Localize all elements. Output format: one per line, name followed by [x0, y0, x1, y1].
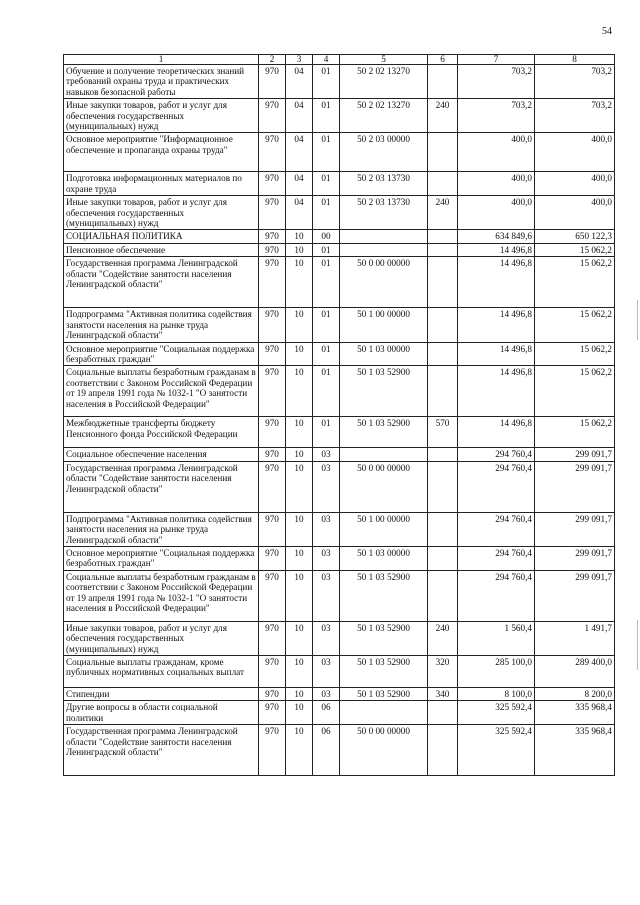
subsection-code: 03 — [313, 621, 340, 655]
amount-year-1: 294 760,4 — [458, 570, 535, 621]
ministry-code: 970 — [259, 65, 286, 99]
row-name: Иные закупки товаров, работ и услуг для обеспечения государственных (муниципальных) нужд — [64, 99, 259, 133]
amount-year-1: 294 760,4 — [458, 461, 535, 512]
section-code: 10 — [286, 230, 313, 243]
target-article-code: 50 1 03 52900 — [340, 655, 428, 687]
amount-year-2: 400,0 — [535, 133, 615, 172]
section-code: 04 — [286, 65, 313, 99]
target-article-code: 50 1 03 52900 — [340, 687, 428, 700]
section-code: 10 — [286, 546, 313, 570]
amount-year-2: 703,2 — [535, 65, 615, 99]
amount-year-1: 634 849,6 — [458, 230, 535, 243]
section-code: 10 — [286, 655, 313, 687]
subsection-code: 03 — [313, 448, 340, 461]
section-code: 04 — [286, 133, 313, 172]
target-article-code: 50 0 00 00000 — [340, 725, 428, 776]
amount-year-1: 14 496,8 — [458, 308, 535, 342]
subsection-code: 00 — [313, 230, 340, 243]
budget-table — [63, 54, 615, 776]
section-code: 10 — [286, 417, 313, 448]
section-code: 10 — [286, 243, 313, 256]
subsection-code: 03 — [313, 655, 340, 687]
amount-year-1: 703,2 — [458, 65, 535, 99]
expense-type-code: 320 — [428, 655, 458, 687]
target-article-code: 50 1 03 00000 — [340, 342, 428, 366]
ministry-code: 970 — [259, 417, 286, 448]
amount-year-2: 289 400,0 — [535, 655, 615, 687]
section-code: 10 — [286, 570, 313, 621]
ministry-code: 970 — [259, 687, 286, 700]
row-name: Подпрограмма "Активная политика содействия занятости населения на рынке труда Ленинградской области" — [64, 308, 259, 342]
row-name: Государственная программа Ленинградской области "Содействие занятости населения Ленинградской области" — [64, 461, 259, 512]
ministry-code: 970 — [259, 133, 286, 172]
subsection-code: 06 — [313, 725, 340, 776]
table-row — [64, 461, 615, 512]
subsection-code: 01 — [313, 172, 340, 196]
table-row — [64, 366, 615, 417]
amount-year-2: 299 091,7 — [535, 546, 615, 570]
amount-year-2: 335 968,4 — [535, 725, 615, 776]
target-article-code: 50 1 03 52900 — [340, 366, 428, 417]
subsection-code: 03 — [313, 570, 340, 621]
section-code: 10 — [286, 308, 313, 342]
ministry-code: 970 — [259, 448, 286, 461]
target-article-code: 50 2 02 13270 — [340, 65, 428, 99]
expense-type-code: 240 — [428, 621, 458, 655]
expense-type-code: 240 — [428, 99, 458, 133]
section-code: 10 — [286, 725, 313, 776]
table-row — [64, 230, 615, 243]
row-name: СОЦИАЛЬНАЯ ПОЛИТИКА — [64, 230, 259, 243]
section-code: 10 — [286, 621, 313, 655]
subsection-code: 01 — [313, 196, 340, 230]
table-row — [64, 621, 615, 655]
row-name: Подпрограмма "Активная политика содействия занятости населения на рынке труда Ленинградской области" — [64, 512, 259, 546]
subsection-code: 01 — [313, 65, 340, 99]
ministry-code: 970 — [259, 725, 286, 776]
amount-year-1: 703,2 — [458, 99, 535, 133]
row-name: Другие вопросы в области социальной политики — [64, 701, 259, 725]
table-row — [64, 512, 615, 546]
ministry-code: 970 — [259, 655, 286, 687]
expense-type-code — [428, 546, 458, 570]
target-article-code: 50 2 03 00000 — [340, 133, 428, 172]
amount-year-2: 15 062,2 — [535, 243, 615, 256]
ministry-code: 970 — [259, 257, 286, 308]
target-article-code: 50 2 03 13730 — [340, 172, 428, 196]
table-row — [64, 99, 615, 133]
amount-year-2: 400,0 — [535, 172, 615, 196]
row-name: Государственная программа Ленинградской области "Содействие занятости населения Ленинградской области" — [64, 725, 259, 776]
table-row — [64, 243, 615, 256]
table-row — [64, 417, 615, 448]
row-name: Обучение и получение теоретических знаний требований охраны труда и практических навыков безопасной работы — [64, 65, 259, 99]
table-row — [64, 725, 615, 776]
ministry-code: 970 — [259, 243, 286, 256]
amount-year-2: 400,0 — [535, 196, 615, 230]
row-name: Государственная программа Ленинградской области "Содействие занятости населения Ленинградской области" — [64, 257, 259, 308]
amount-year-2: 335 968,4 — [535, 701, 615, 725]
row-name: Основное мероприятие "Социальная поддержка безработных граждан" — [64, 342, 259, 366]
subsection-code: 03 — [313, 512, 340, 546]
scan-edge-mark — [637, 300, 638, 340]
amount-year-2: 299 091,7 — [535, 512, 615, 546]
target-article-code: 50 2 02 13270 — [340, 99, 428, 133]
table-header-row — [64, 55, 615, 65]
section-code: 10 — [286, 448, 313, 461]
ministry-code: 970 — [259, 342, 286, 366]
ministry-code: 970 — [259, 99, 286, 133]
row-name: Межбюджетные трансферты бюджету Пенсионного фонда Российской Федерации — [64, 417, 259, 448]
target-article-code: 50 1 03 52900 — [340, 417, 428, 448]
section-code: 10 — [286, 342, 313, 366]
row-name: Социальные выплаты безработным гражданам в соответствии с Законом Российской Федерации от 19 апреля 1991 года № 1032-1 "О занятости населения в Российской Федерации" — [64, 366, 259, 417]
ministry-code: 970 — [259, 461, 286, 512]
amount-year-2: 1 491,7 — [535, 621, 615, 655]
amount-year-1: 400,0 — [458, 172, 535, 196]
ministry-code: 970 — [259, 172, 286, 196]
amount-year-1: 400,0 — [458, 133, 535, 172]
row-name: Социальные выплаты безработным гражданам в соответствии с Законом Российской Федерации от 19 апреля 1991 года № 1032-1 "О занятости населения в Российской Федерации" — [64, 570, 259, 621]
ministry-code: 970 — [259, 196, 286, 230]
expense-type-code — [428, 65, 458, 99]
amount-year-1: 14 496,8 — [458, 366, 535, 417]
table-row — [64, 257, 615, 308]
expense-type-code: 240 — [428, 196, 458, 230]
column-header: 7 — [458, 55, 535, 65]
amount-year-1: 285 100,0 — [458, 655, 535, 687]
table-row — [64, 172, 615, 196]
subsection-code: 01 — [313, 243, 340, 256]
row-name: Социальные выплаты гражданам, кроме публичных нормативных социальных выплат — [64, 655, 259, 687]
target-article-code: 50 1 03 52900 — [340, 621, 428, 655]
subsection-code: 01 — [313, 99, 340, 133]
column-header: 4 — [313, 55, 340, 65]
amount-year-2: 299 091,7 — [535, 448, 615, 461]
amount-year-2: 15 062,2 — [535, 308, 615, 342]
column-header: 5 — [340, 55, 428, 65]
subsection-code: 01 — [313, 257, 340, 308]
ministry-code: 970 — [259, 570, 286, 621]
table-row — [64, 701, 615, 725]
expense-type-code — [428, 448, 458, 461]
expense-type-code: 570 — [428, 417, 458, 448]
amount-year-1: 294 760,4 — [458, 448, 535, 461]
page-number: 54 — [602, 26, 612, 37]
row-name: Иные закупки товаров, работ и услуг для обеспечения государственных (муниципальных) нужд — [64, 196, 259, 230]
row-name: Иные закупки товаров, работ и услуг для обеспечения государственных (муниципальных) нужд — [64, 621, 259, 655]
expense-type-code — [428, 308, 458, 342]
ministry-code: 970 — [259, 701, 286, 725]
expense-type-code — [428, 172, 458, 196]
amount-year-1: 14 496,8 — [458, 243, 535, 256]
target-article-code — [340, 230, 428, 243]
amount-year-2: 650 122,3 — [535, 230, 615, 243]
section-code: 04 — [286, 196, 313, 230]
column-header: 6 — [428, 55, 458, 65]
amount-year-2: 15 062,2 — [535, 257, 615, 308]
subsection-code: 03 — [313, 546, 340, 570]
expense-type-code — [428, 512, 458, 546]
section-code: 10 — [286, 512, 313, 546]
column-header: 2 — [259, 55, 286, 65]
expense-type-code — [428, 230, 458, 243]
row-name: Пенсионное обеспечение — [64, 243, 259, 256]
target-article-code — [340, 243, 428, 256]
target-article-code — [340, 448, 428, 461]
amount-year-2: 299 091,7 — [535, 461, 615, 512]
section-code: 10 — [286, 687, 313, 700]
section-code: 04 — [286, 99, 313, 133]
amount-year-1: 8 100,0 — [458, 687, 535, 700]
table-row — [64, 308, 615, 342]
expense-type-code — [428, 366, 458, 417]
subsection-code: 06 — [313, 701, 340, 725]
table-row — [64, 342, 615, 366]
amount-year-1: 325 592,4 — [458, 725, 535, 776]
target-article-code: 50 2 03 13730 — [340, 196, 428, 230]
amount-year-2: 15 062,2 — [535, 417, 615, 448]
amount-year-2: 8 200,0 — [535, 687, 615, 700]
ministry-code: 970 — [259, 512, 286, 546]
column-header: 1 — [64, 55, 259, 65]
section-code: 10 — [286, 366, 313, 417]
amount-year-1: 294 760,4 — [458, 512, 535, 546]
column-header: 3 — [286, 55, 313, 65]
ministry-code: 970 — [259, 308, 286, 342]
scan-edge-mark — [637, 620, 638, 670]
amount-year-2: 15 062,2 — [535, 342, 615, 366]
table-row — [64, 133, 615, 172]
target-article-code: 50 1 03 00000 — [340, 546, 428, 570]
row-name: Основное мероприятие "Социальная поддержка безработных граждан" — [64, 546, 259, 570]
section-code: 04 — [286, 172, 313, 196]
amount-year-1: 14 496,8 — [458, 417, 535, 448]
subsection-code: 03 — [313, 687, 340, 700]
expense-type-code — [428, 570, 458, 621]
expense-type-code — [428, 257, 458, 308]
row-name: Стипендии — [64, 687, 259, 700]
table-row — [64, 570, 615, 621]
row-name: Подготовка информационных материалов по охране труда — [64, 172, 259, 196]
amount-year-1: 294 760,4 — [458, 546, 535, 570]
ministry-code: 970 — [259, 546, 286, 570]
subsection-code: 01 — [313, 417, 340, 448]
table-row — [64, 196, 615, 230]
amount-year-2: 299 091,7 — [535, 570, 615, 621]
target-article-code: 50 1 00 00000 — [340, 308, 428, 342]
ministry-code: 970 — [259, 621, 286, 655]
target-article-code: 50 1 03 52900 — [340, 570, 428, 621]
subsection-code: 01 — [313, 342, 340, 366]
subsection-code: 01 — [313, 366, 340, 417]
amount-year-1: 1 560,4 — [458, 621, 535, 655]
amount-year-1: 400,0 — [458, 196, 535, 230]
target-article-code: 50 0 00 00000 — [340, 461, 428, 512]
amount-year-2: 15 062,2 — [535, 366, 615, 417]
section-code: 10 — [286, 257, 313, 308]
ministry-code: 970 — [259, 230, 286, 243]
ministry-code: 970 — [259, 366, 286, 417]
amount-year-1: 14 496,8 — [458, 257, 535, 308]
table-row — [64, 448, 615, 461]
expense-type-code — [428, 133, 458, 172]
expense-type-code: 340 — [428, 687, 458, 700]
row-name: Основное мероприятие "Информационное обеспечение и пропаганда охраны труда" — [64, 133, 259, 172]
amount-year-1: 325 592,4 — [458, 701, 535, 725]
table-row — [64, 687, 615, 700]
subsection-code: 03 — [313, 461, 340, 512]
subsection-code: 01 — [313, 133, 340, 172]
amount-year-1: 14 496,8 — [458, 342, 535, 366]
expense-type-code — [428, 243, 458, 256]
expense-type-code — [428, 342, 458, 366]
table-row — [64, 655, 615, 687]
table-row — [64, 65, 615, 99]
amount-year-2: 703,2 — [535, 99, 615, 133]
row-name: Социальное обеспечение населения — [64, 448, 259, 461]
target-article-code — [340, 701, 428, 725]
column-header: 8 — [535, 55, 615, 65]
section-code: 10 — [286, 701, 313, 725]
expense-type-code — [428, 461, 458, 512]
table-row — [64, 546, 615, 570]
expense-type-code — [428, 701, 458, 725]
subsection-code: 01 — [313, 308, 340, 342]
target-article-code: 50 0 00 00000 — [340, 257, 428, 308]
section-code: 10 — [286, 461, 313, 512]
expense-type-code — [428, 725, 458, 776]
target-article-code: 50 1 00 00000 — [340, 512, 428, 546]
